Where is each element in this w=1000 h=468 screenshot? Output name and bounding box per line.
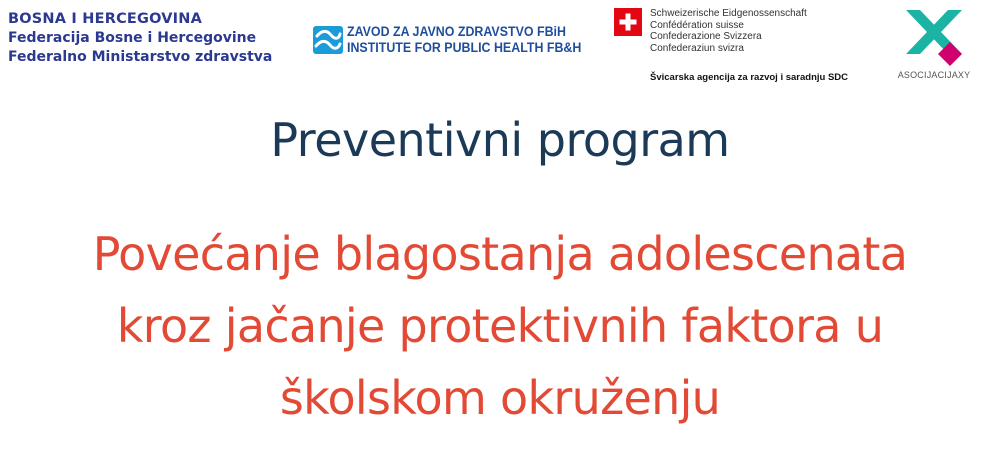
institute-name-english: INSTITUTE FOR PUBLIC HEALTH FB&H [347, 40, 582, 55]
xy-cross-icon [900, 8, 968, 68]
swiss-flag-icon [614, 8, 642, 36]
institute-name [347, 24, 581, 56]
ministry-line-federation: Federacija Bosne i Hercegovine [8, 30, 257, 46]
asocijacija-xy-label: ASOCIJACIJAXY [897, 70, 971, 80]
program-name-line-1: Povećanje blagostanja adolescenata [92, 227, 908, 281]
institute-wave-icon [313, 26, 343, 54]
program-title: Preventivni program [270, 113, 730, 167]
swiss-name-fr: Confédération suisse [650, 19, 744, 31]
ministry-logo [8, 10, 272, 67]
swiss-name-de: Schweizerische Eidgenossenschaft [650, 8, 807, 19]
asocijacija-xy-logo [896, 6, 972, 86]
swiss-name-rm: Confederaziun svizra [650, 42, 744, 54]
swiss-confederation-names [650, 8, 807, 54]
swiss-agency-name: Švicarska agencija za razvoj i saradnju SDC [650, 72, 849, 83]
ministry-line-ministry: Federalno Ministarstvo zdravstva [8, 49, 273, 65]
ministry-line-country: BOSNA I HERCEGOVINA [8, 11, 203, 27]
swiss-name-it: Confederazione Svizzera [650, 31, 762, 42]
program-name-line-3: školskom okruženju [279, 371, 721, 425]
program-name-line-2: kroz jačanje protektivnih faktora u [116, 299, 884, 353]
institute-name-local: ZAVOD ZA JAVNO ZDRAVSTVO FBiH [347, 24, 566, 39]
program-name [0, 218, 1000, 434]
